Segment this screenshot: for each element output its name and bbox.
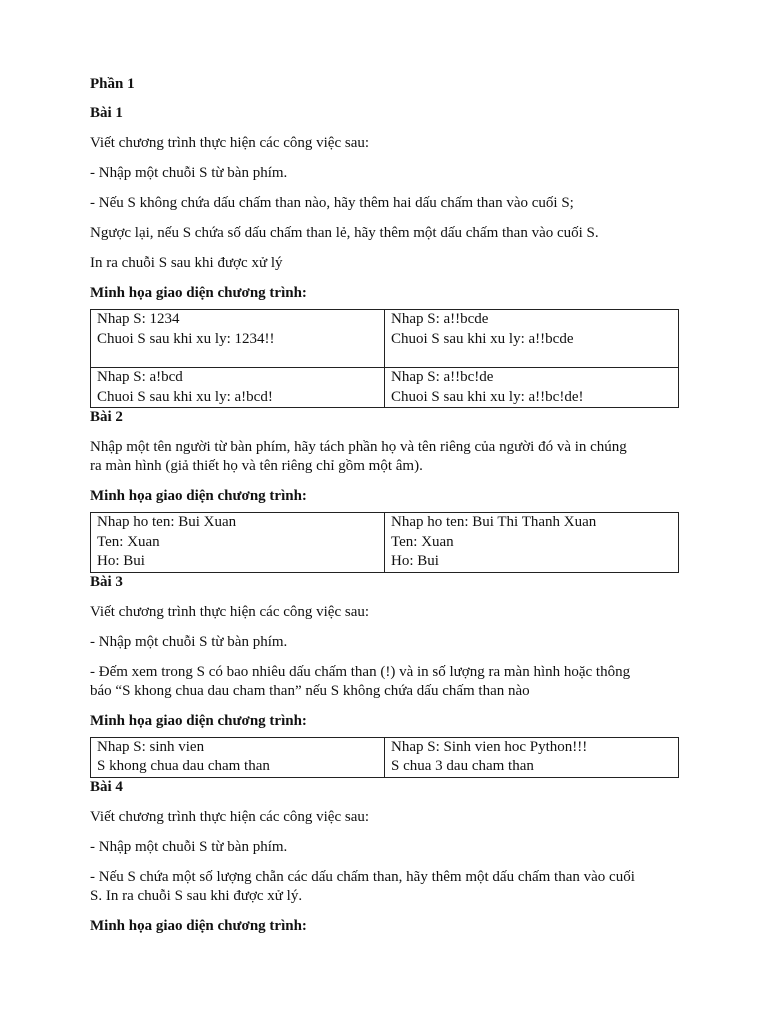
exercise-1-title: Bài 1 xyxy=(90,105,123,121)
exercise-1-line: Ngược lại, nếu S chứa số dấu chấm than lẻ, hãy thêm một dấu chấm than vào cuối S. xyxy=(90,225,599,241)
cell-line: Nhap S: Sinh vien hoc Python!!! xyxy=(391,738,588,755)
table-cell xyxy=(385,310,679,368)
table-cell xyxy=(385,737,679,777)
exercise-1-line: In ra chuỗi S sau khi được xử lý xyxy=(90,255,283,271)
table-row xyxy=(91,368,679,408)
exercise-4-line: - Nhập một chuỗi S từ bàn phím. xyxy=(90,838,288,855)
cell-line: Chuoi S sau khi xu ly: a!!bcde xyxy=(391,330,574,347)
paragraph-line: báo “S khong chua dau cham than” nếu S không chứa dấu chấm than nào xyxy=(90,682,530,699)
table-row xyxy=(91,737,679,777)
table-cell xyxy=(91,368,385,408)
document-page xyxy=(90,75,680,936)
exercise-2-demo-table xyxy=(90,512,679,573)
table-cell xyxy=(91,737,385,777)
cell-line: Ten: Xuan xyxy=(391,533,454,550)
table-cell xyxy=(385,368,679,408)
cell-line: Chuoi S sau khi xu ly: a!bcd! xyxy=(97,388,273,405)
cell-line: Chuoi S sau khi xu ly: a!!bc!de! xyxy=(391,388,584,405)
exercise-4-line: Viết chương trình thực hiện các công việc sau: xyxy=(90,808,370,825)
exercise-3-title: Bài 3 xyxy=(90,573,123,590)
exercise-2-demo-heading: Minh họa giao diện chương trình: xyxy=(90,488,307,504)
cell-line: S chua 3 dau cham than xyxy=(391,758,534,774)
table-cell xyxy=(385,513,679,573)
exercise-3-demo-table xyxy=(90,737,679,778)
cell-line: Nhap S: a!!bc!de xyxy=(391,369,494,385)
paragraph-line: - Nếu S chứa một số lượng chẵn các dấu chấm than, hãy thêm một dấu chấm than vào cuối xyxy=(90,868,635,885)
table-row xyxy=(91,513,679,573)
part-title: Phần 1 xyxy=(90,76,135,92)
cell-line: Ten: Xuan xyxy=(97,533,160,550)
exercise-3-line: Viết chương trình thực hiện các công việc sau: xyxy=(90,603,370,620)
exercise-4-demo-heading: Minh họa giao diện chương trình: xyxy=(90,917,307,934)
paragraph-line: - Đếm xem trong S có bao nhiêu dấu chấm than (!) và in số lượng ra màn hình hoặc thông xyxy=(90,663,631,680)
paragraph-line: ra màn hình (giả thiết họ và tên riêng chỉ gồm một âm). xyxy=(90,458,423,474)
paragraph-line: S. In ra chuỗi S sau khi được xử lý. xyxy=(90,887,303,904)
table-cell xyxy=(91,513,385,573)
exercise-1-demo-heading: Minh họa giao diện chương trình: xyxy=(90,285,307,301)
table-row xyxy=(91,310,679,368)
exercise-1-demo-table xyxy=(90,309,679,408)
cell-line: Nhap ho ten: Bui Thi Thanh Xuan xyxy=(391,514,597,530)
exercise-3-demo-heading: Minh họa giao diện chương trình: xyxy=(90,712,307,729)
cell-line: Ho: Bui xyxy=(391,553,439,569)
exercise-2-title: Bài 2 xyxy=(90,409,123,425)
cell-line: Chuoi S sau khi xu ly: 1234!! xyxy=(97,330,275,347)
cell-line: Ho: Bui xyxy=(97,553,145,569)
exercise-1-line: - Nếu S không chứa dấu chấm than nào, hãy thêm hai dấu chấm than vào cuối S; xyxy=(90,195,574,211)
cell-line: S khong chua dau cham than xyxy=(97,758,270,774)
cell-line: Nhap S: a!!bcde xyxy=(391,311,489,327)
exercise-4-paragraph xyxy=(90,868,680,906)
exercise-1-line: - Nhập một chuỗi S từ bàn phím. xyxy=(90,165,288,181)
cell-line: Nhap S: sinh vien xyxy=(97,738,205,755)
cell-line: Nhap S: 1234 xyxy=(97,311,180,327)
exercise-3-paragraph xyxy=(90,663,680,701)
cell-line: Nhap ho ten: Bui Xuan xyxy=(97,514,237,530)
table-cell xyxy=(91,310,385,368)
exercise-3-line: - Nhập một chuỗi S từ bàn phím. xyxy=(90,633,288,650)
exercise-2-paragraph xyxy=(90,438,680,476)
paragraph-line: Nhập một tên người từ bàn phím, hãy tách phần họ và tên riêng của người đó và in chúng xyxy=(90,439,627,455)
cell-line: Nhap S: a!bcd xyxy=(97,369,183,385)
exercise-1-line: Viết chương trình thực hiện các công việc sau: xyxy=(90,135,370,151)
exercise-4-title: Bài 4 xyxy=(90,778,123,795)
